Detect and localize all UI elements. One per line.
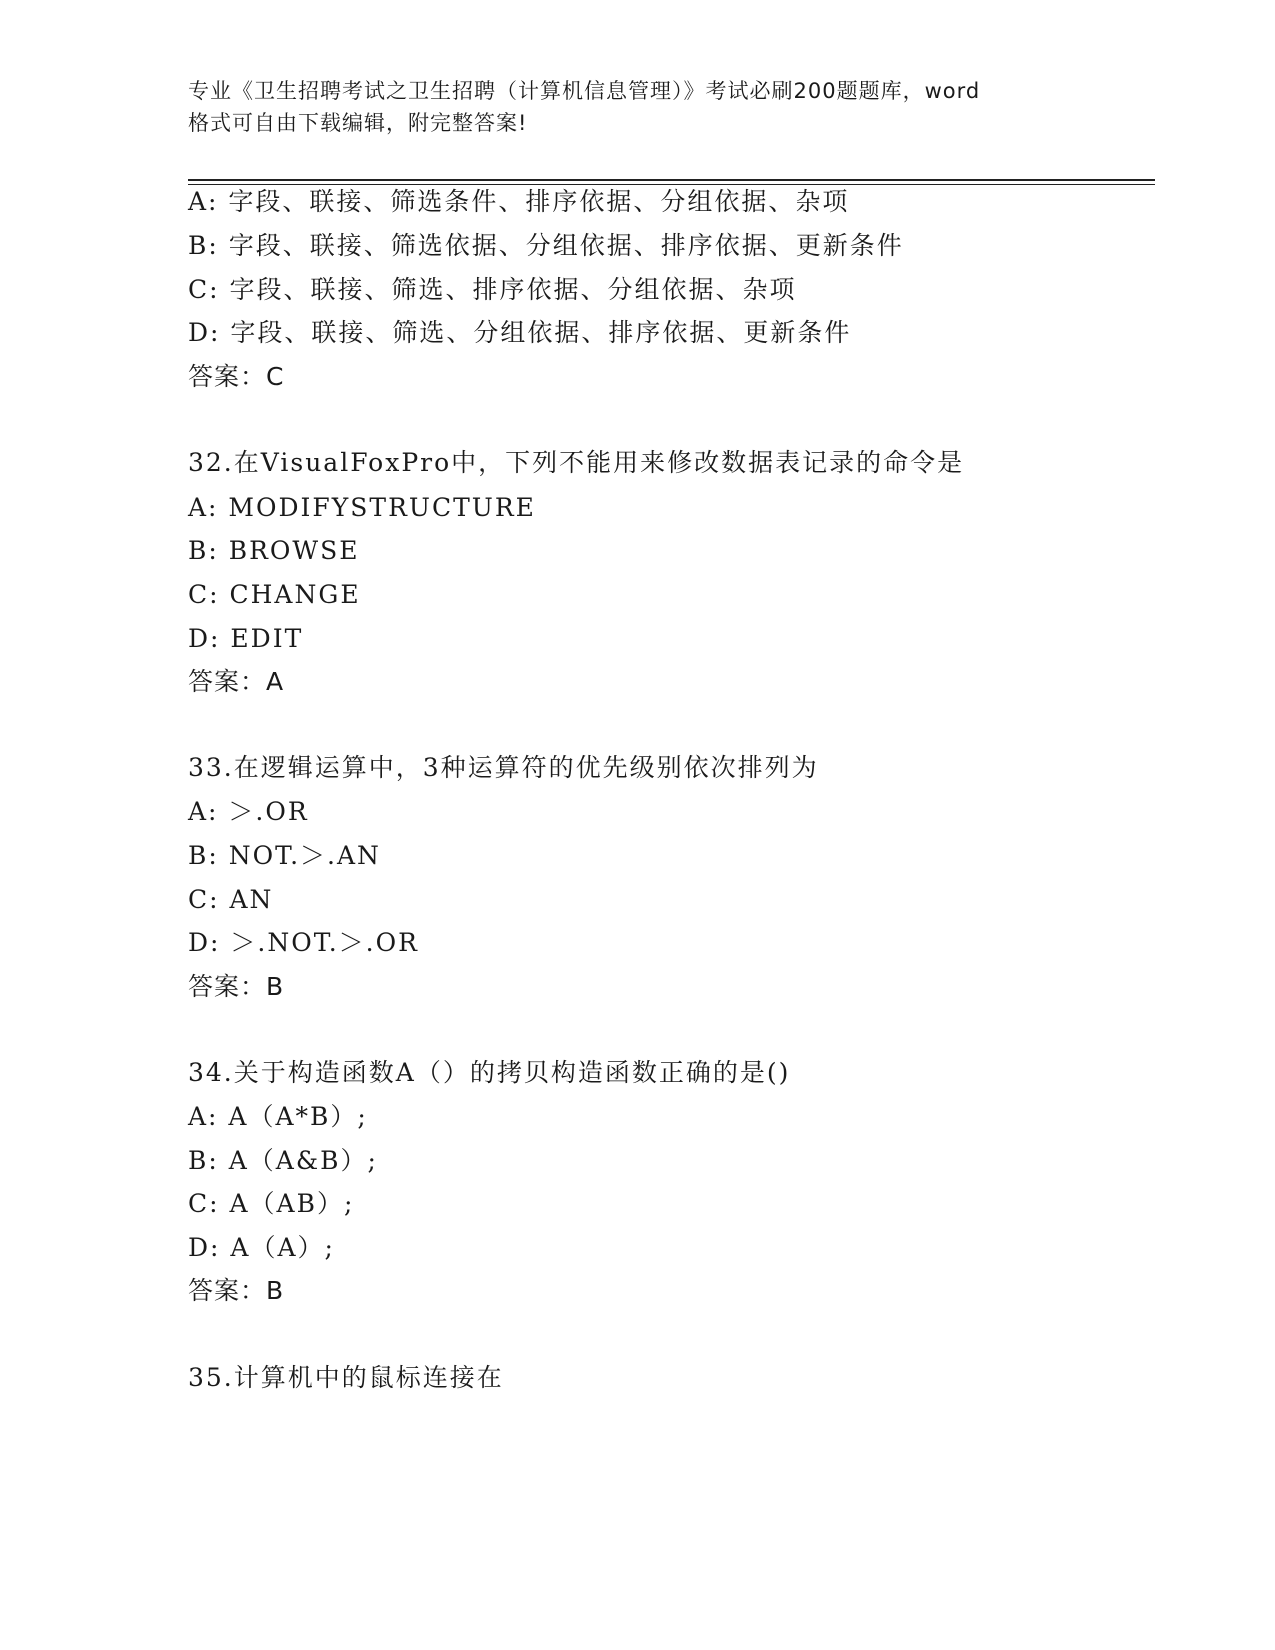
option-d: D: EDIT (188, 624, 304, 653)
document-header (188, 75, 1088, 139)
header-divider-bottom (188, 184, 1155, 185)
question-text: 35.计算机中的鼠标连接在 (188, 1363, 504, 1392)
answer: 答案：C (188, 362, 285, 391)
option-b: B: NOT.＞.AN (188, 841, 381, 870)
option-c: C: CHANGE (188, 580, 361, 609)
question-text: 34.关于构造函数A（）的拷贝构造函数正确的是() (188, 1058, 791, 1087)
option-a: A: MODIFYSTRUCTURE (188, 493, 536, 522)
option-d: D: ＞.NOT.＞.OR (188, 928, 419, 957)
option-d: D: 字段、联接、筛选、分组依据、排序依据、更新条件 (188, 318, 852, 347)
option-b: B: A（A&B）; (188, 1146, 378, 1175)
answer: 答案：B (188, 1276, 285, 1305)
option-a: A: ＞.OR (188, 797, 309, 826)
question-text: 32.在VisualFoxPro中，下列不能用来修改数据表记录的命令是 (188, 448, 965, 477)
answer: 答案：A (188, 667, 285, 696)
option-c: C: 字段、联接、筛选、排序依据、分组依据、杂项 (188, 275, 797, 304)
option-d: D: A（A）; (188, 1233, 335, 1262)
header-line-2: 格式可自由下载编辑，附完整答案! (188, 111, 528, 135)
question-text: 33.在逻辑运算中，3种运算符的优先级别依次排列为 (188, 753, 819, 782)
option-c: C: AN (188, 885, 274, 914)
option-a: A: A（A*B）; (188, 1102, 368, 1131)
header-line-1: 专业《卫生招聘考试之卫生招聘（计算机信息管理）》考试必刷200题题库，word (188, 79, 981, 103)
option-c: C: A（AB）; (188, 1189, 355, 1218)
option-a: A: 字段、联接、筛选条件、排序依据、分组依据、杂项 (188, 187, 850, 216)
option-b: B: BROWSE (188, 536, 360, 565)
header-divider-top (188, 179, 1155, 181)
option-b: B: 字段、联接、筛选依据、分组依据、排序依据、更新条件 (188, 231, 904, 260)
answer: 答案：B (188, 972, 285, 1001)
